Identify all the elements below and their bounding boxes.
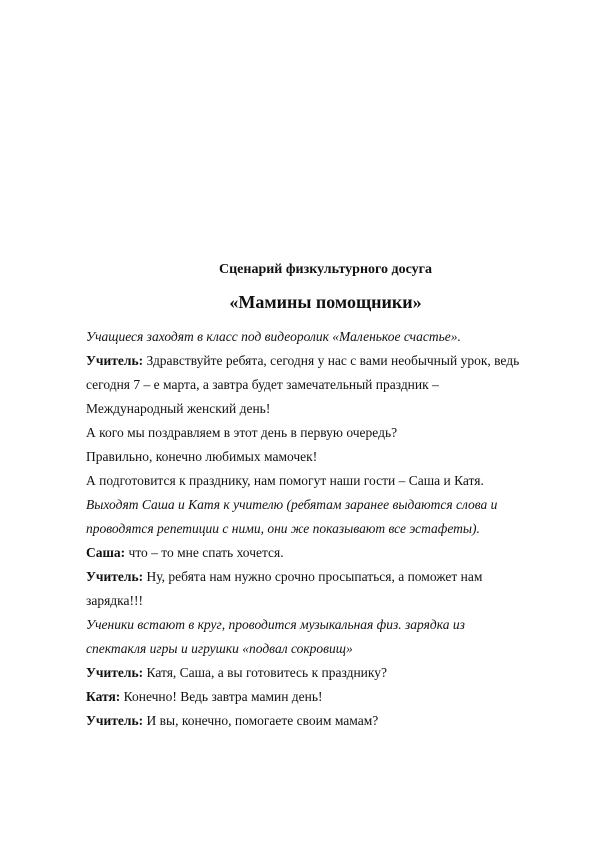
script-line xyxy=(86,589,541,613)
line-text: Выходят Саша и Катя к учителю (ребятам заранее выдаются слова и xyxy=(86,497,498,512)
line-text: Правильно, конечно любимых мамочек! xyxy=(86,449,318,464)
line-text: сегодня 7 – е марта, а завтра будет замечательный праздник – xyxy=(86,377,439,392)
script-body xyxy=(86,325,541,733)
line-text: Ну, ребята нам нужно срочно просыпаться, а поможет нам xyxy=(143,569,483,584)
script-line xyxy=(86,421,541,445)
document-subtitle: «Мамины помощники» xyxy=(229,292,422,312)
line-speaker: Учитель: xyxy=(86,713,144,728)
document-title: Сценарий физкультурного досуга xyxy=(218,262,433,277)
line-speaker: Учитель: xyxy=(86,353,144,368)
line-text: Ученики встают в круг, проводится музыкальная физ. зарядка из xyxy=(86,617,465,632)
line-text: Здравствуйте ребята, сегодня у нас с вами необычный урок, ведь xyxy=(143,353,520,368)
line-speaker: Учитель: xyxy=(86,569,144,584)
script-line xyxy=(86,469,541,493)
line-text: Учащиеся заходят в класс под видеоролик «Маленькое счастье». xyxy=(86,329,461,344)
script-line xyxy=(86,565,541,589)
script-line xyxy=(86,325,541,349)
line-text: зарядка!!! xyxy=(86,593,143,608)
line-text: спектакля игры и игрушки «подвал сокровищ» xyxy=(86,641,353,656)
script-line xyxy=(86,541,541,565)
line-text: А кого мы поздравляем в этот день в первую очередь? xyxy=(86,425,398,440)
script-line xyxy=(86,709,541,733)
script-line xyxy=(86,349,541,373)
script-line xyxy=(86,397,541,421)
line-text: что – то мне спать хочется. xyxy=(125,545,284,560)
script-line xyxy=(86,685,541,709)
line-text: Катя, Саша, а вы готовитесь к празднику? xyxy=(143,665,387,680)
script-line xyxy=(86,613,541,637)
script-line xyxy=(86,517,541,541)
script-line xyxy=(86,493,541,517)
line-text: И вы, конечно, помогаете своим мамам? xyxy=(143,713,379,728)
line-speaker: Катя: xyxy=(86,689,121,704)
line-text: Конечно! Ведь завтра мамин день! xyxy=(120,689,323,704)
script-line xyxy=(86,445,541,469)
line-speaker: Саша: xyxy=(86,545,126,560)
line-text: А подготовится к празднику, нам помогут наши гости – Саша и Катя. xyxy=(86,473,484,488)
script-line xyxy=(86,637,541,661)
line-text: проводятся репетиции с ними, они же показывают все эстафеты). xyxy=(86,521,480,536)
script-line xyxy=(86,661,541,685)
script-line xyxy=(86,373,541,397)
line-speaker: Учитель: xyxy=(86,665,144,680)
line-text: Международный женский день! xyxy=(86,401,271,416)
